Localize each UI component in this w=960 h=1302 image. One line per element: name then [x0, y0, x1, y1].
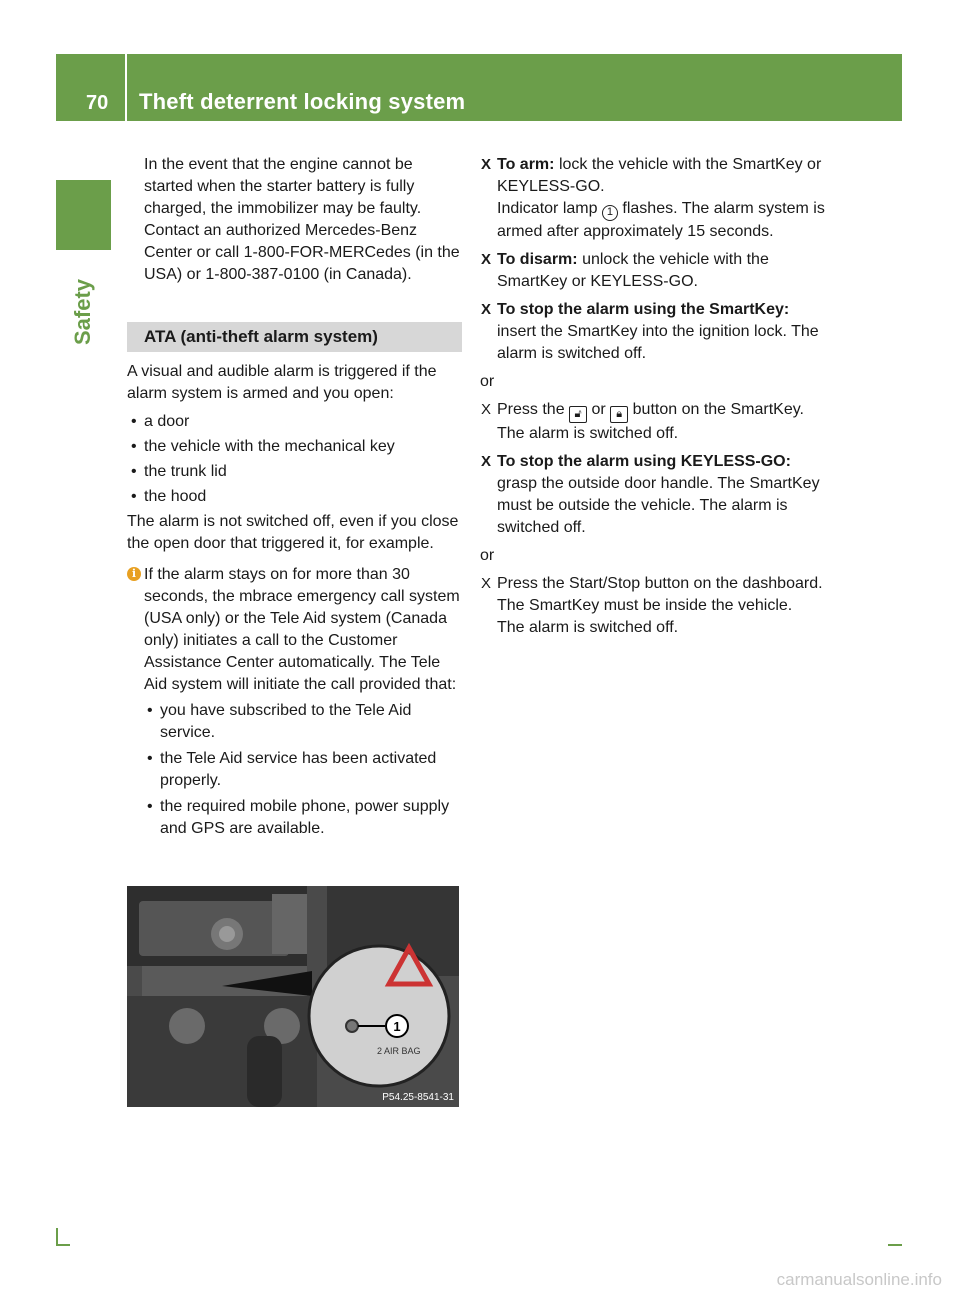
step-text: The alarm is switched off.	[497, 425, 679, 442]
step-label: To arm:	[497, 156, 555, 173]
lock-icon: 🔒︎	[610, 406, 628, 423]
svg-text:2 AIR BAG: 2 AIR BAG	[377, 1046, 421, 1056]
or-text: or	[480, 373, 495, 390]
step-text: grasp the outside door handle. The SmartKey must be outside the vehicle. The alarm is switched off.	[497, 475, 820, 536]
info-note	[127, 564, 462, 840]
side-tab	[56, 180, 111, 250]
step-text: Press the Start/Stop button on the dashboard. The SmartKey must be inside the vehicle.	[497, 575, 823, 614]
step-stop-keyless	[480, 451, 825, 539]
step-text: flashes. The alarm system is armed after approximately 15 seconds.	[497, 200, 825, 240]
alarm-paragraph: A visual and audible alarm is triggered if the alarm system is armed and you open:	[127, 363, 437, 402]
step-text: or	[591, 401, 606, 418]
step-marker-icon: X	[481, 575, 492, 592]
step-text: button on the SmartKey.	[632, 401, 804, 418]
step-marker-icon: X	[481, 156, 492, 173]
not-off-paragraph: The alarm is not switched off, even if you close the open door that triggered it, for example.	[127, 513, 459, 552]
svg-text:1: 1	[393, 1019, 401, 1034]
watermark: carmanualsonline.info	[776, 1270, 942, 1289]
dashboard-illustration	[127, 886, 459, 1107]
step-text: insert the SmartKey into the ignition lock. The alarm is switched off.	[497, 323, 819, 362]
callout-number: 1	[602, 205, 618, 221]
step-text: Press the	[497, 401, 565, 418]
step-label: To stop the alarm using KEYLESS-GO:	[497, 453, 791, 470]
list-item: • you have subscribed to the Tele Aid service.	[144, 700, 462, 744]
list-item: • the vehicle with the mechanical key	[127, 436, 462, 458]
step-text: Indicator lamp	[497, 200, 598, 217]
page-number: 70	[86, 92, 109, 114]
info-icon: i	[127, 567, 141, 581]
list-item: • the hood	[127, 486, 462, 508]
header-divider	[125, 54, 127, 121]
step-stop-smartkey	[480, 299, 825, 365]
page-title: Theft deterrent locking system	[139, 89, 466, 114]
step-marker-icon: X	[481, 301, 492, 318]
step-text: lock the vehicle with the SmartKey or KEYLESS-GO.	[497, 156, 822, 195]
right-column	[480, 154, 825, 645]
list-item: • the required mobile phone, power supply and GPS are available.	[144, 796, 462, 840]
step-arm	[480, 154, 825, 243]
step-text: The alarm is switched off.	[497, 619, 679, 636]
info-text: If the alarm stays on for more than 30 seconds, the mbrace emergency call system (USA only) or the Tele Aid system (Canada only) initiates a call to the Customer Assistance Center automatically. The Tele Aid system will initiate the call provided that:	[144, 566, 460, 693]
photo-reference: P54.25-8541-31	[382, 1092, 454, 1103]
unlock-icon: 🔓︎	[569, 406, 587, 423]
step-text: unlock the vehicle with the SmartKey or KEYLESS-GO.	[497, 251, 769, 290]
crop-mark	[888, 1244, 902, 1246]
step-disarm	[480, 249, 825, 293]
step-press-button	[480, 399, 825, 445]
or-text: or	[480, 547, 495, 564]
section-heading: ATA (anti-theft alarm system)	[127, 322, 462, 352]
section-side-label: Safety	[70, 278, 95, 345]
list-item: • a door	[127, 411, 462, 433]
crop-mark	[56, 1244, 70, 1246]
step-marker-icon: X	[481, 251, 492, 268]
step-label: To disarm:	[497, 251, 578, 268]
intro-paragraph: In the event that the engine cannot be started when the starter battery is fully charged, the immobilizer may be faulty. Contact an authorized Mercedes-Benz Center or call 1-800-FOR-MERCedes (in the USA) or 1-800-387-0100 (in Canada).	[144, 156, 460, 283]
list-item: • the trunk lid	[127, 461, 462, 483]
step-marker-icon: X	[481, 401, 492, 418]
step-marker-icon: X	[481, 453, 492, 470]
step-label: To stop the alarm using the SmartKey:	[497, 301, 790, 318]
left-column	[127, 154, 462, 840]
dashboard-photo	[127, 886, 459, 1107]
step-start-stop	[480, 573, 825, 639]
list-item: • the Tele Aid service has been activated properly.	[144, 748, 462, 792]
